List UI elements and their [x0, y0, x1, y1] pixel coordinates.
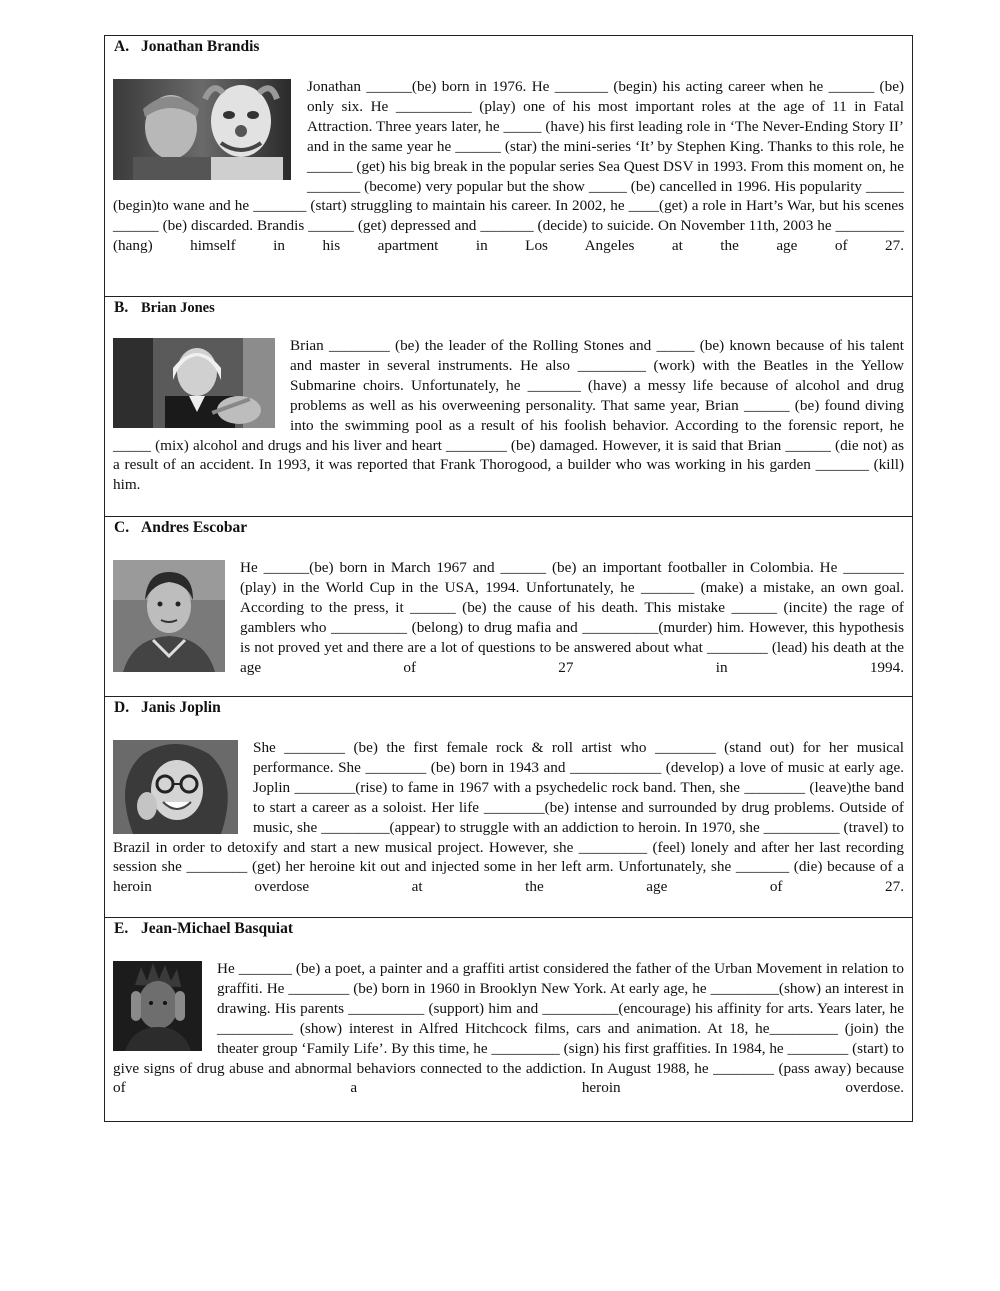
- jean-michael-basquiat-photo: [113, 961, 202, 1051]
- section-heading: [114, 299, 215, 317]
- section-b: [105, 297, 912, 517]
- section-heading: [114, 38, 259, 56]
- section-letter: C.: [114, 519, 130, 536]
- section-letter: D.: [114, 699, 130, 716]
- section-text: Brian ________ (be) the leader of the Rolling Stones and _____ (be) known because of his talent and master in several instruments. He also _________ (work) with the Beatles in the Yellow Submarine choirs. Unfortunately, he _______ (have) a messy life because of alcohol and drug problems as well as his overweening personality. That same year, Brian ______ (be) found diving into the swimming pool as a result of his foolish behavior. According to the forensic report, he _____ (mix) alcohol and drugs and his liver and heart ________ (be) damaged. However, it is said that Brian ______ (die not) as a result of an accident. In 1993, it was reported that Frank Thorogood, a builder who was working in his garden _______ (kill) him.: [113, 337, 904, 494]
- section-text: Jonathan ______(be) born in 1976. He _______ (begin) his acting career when he ______ (be) only six. He __________ (play) one of his most important roles at the age of 11 in Fatal Attraction. Three years later, he _____ (have) his first leading role in ‘The Never-Ending Story II’ and in the same year he ______ (star) the mini-series ‘It’ by Stephen King. Thanks to this role, he ______ (get) his big break in the popular series Sea Quest DSV in 1993. From this moment on, he _______ (become) very popular but the show _____ (be) cancelled in 1996. His popularity _____ (begin)to wane and he _______ (start) struggling to maintain his career. In 2002, he ____(get) a role in Hart’s War, but his scenes ______ (be) discarded. Brandis ______ (get) depressed and _______ (decide) to suicide. On November 11th, 2003 he _________ (hang) himself in his apartment in Los Angeles at the age of 27.: [113, 78, 904, 255]
- section-body: [113, 738, 904, 917]
- section-title: Jean-Michael Basquiat: [141, 920, 293, 937]
- section-text: He ______(be) born in March 1967 and ______ (be) an important footballer in Colombia. He ________ (play) in the World Cup in the USA, 1994. Unfortunately, he _______ (make) a mistake, an own goal. According to the press, it ______ (be) the cause of his death. This mistake ______ (incite) the rage of gamblers who __________ (belong) to drug mafia and __________(murder) him. However, this hypothesis is not proved yet and there are a lot of questions to be answered about what ________ (lead) his death at the age of 27 in 1994.: [240, 559, 904, 676]
- section-body: [113, 959, 904, 1118]
- section-a: [105, 36, 912, 297]
- section-letter: B.: [114, 299, 129, 316]
- section-e: [105, 918, 912, 1121]
- section-title: Andres Escobar: [141, 519, 248, 536]
- section-title: Janis Joplin: [141, 699, 221, 716]
- brian-jones-photo: [113, 338, 275, 428]
- section-body: [113, 77, 904, 276]
- janis-joplin-photo: [113, 740, 238, 834]
- section-d: [105, 697, 912, 918]
- section-heading: [114, 519, 247, 537]
- section-text: He _______ (be) a poet, a painter and a graffiti artist considered the father of the Urban Movement in relation to graffiti. He ________ (be) born in 1960 in Brooklyn New York. At early age, he _________(show) an interest in drawing. His parents __________ (support) him and __________(encourage) his affinity for arts. Years later, he __________ (show) interest in Alfred Hitchcock films, cars and animation. At 18, he_________ (join) the theater group ‘Family Life’. By this time, he _________ (sign) his first graffities. In 1984, he ________ (start) to give signs of drug abuse and abnormal behaviors connected to the addiction. In August 1988, he ________ (pass away) because of a heroin overdose.: [113, 960, 904, 1097]
- section-title: Jonathan Brandis: [141, 38, 260, 55]
- jonathan-brandis-photo: [113, 79, 291, 180]
- section-text: She ________ (be) the first female rock & roll artist who ________ (stand out) for her musical performance. She ________ (be) born in 1943 and ____________ (develop) a love of music at early age. Joplin ________(rise) to fame in 1967 with a psychedelic rock band. Then, she ________ (leave)the band to start a career as a soloist. Her life ________(be) intense and surrounded by drug problems. Outside of music, she _________(appear) to struggle with an addiction to heroin. In 1970, she __________ (travel) to Brazil in order to detoxify and start a new musical project. However, she _________ (feel) lonely and after her last recording session she ________ (get) her heroine kit out and injected some in her left arm. Unfortunately, she _______ (die) because of a heroin overdose at the age of 27.: [113, 739, 904, 896]
- section-heading: [114, 920, 293, 938]
- section-title: Brian Jones: [141, 300, 215, 316]
- section-body: [113, 558, 904, 697]
- section-letter: E.: [114, 920, 129, 937]
- section-body: [113, 336, 904, 515]
- section-c: [105, 517, 912, 697]
- worksheet: [104, 35, 913, 1122]
- section-heading: [114, 699, 221, 717]
- andres-escobar-photo: [113, 560, 225, 672]
- section-letter: A.: [114, 38, 130, 55]
